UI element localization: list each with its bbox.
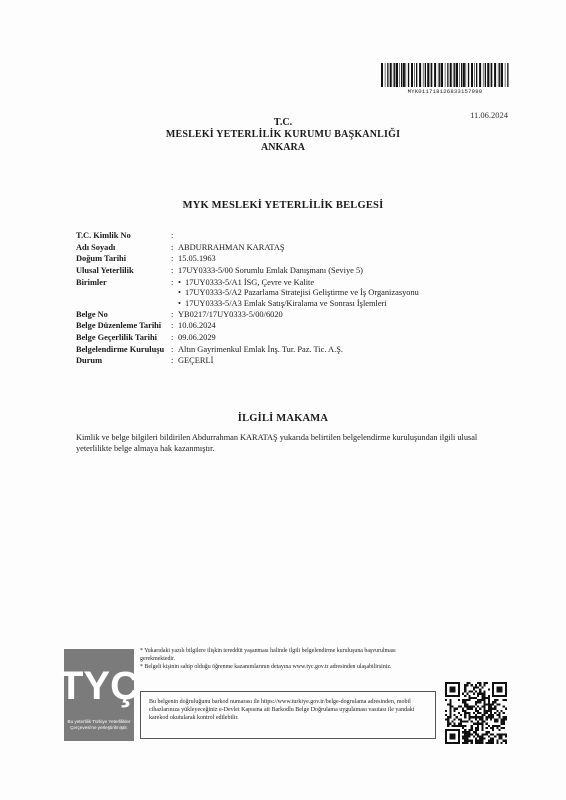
field-value: ABDURRAHMAN KARATAŞ bbox=[178, 242, 285, 252]
field-value: Altın Gayrimenkul Emlak İnş. Tur. Paz. Tic. A.Ş. bbox=[178, 344, 343, 354]
field-label: T.C. Kimlik No bbox=[76, 231, 131, 240]
field-value: YB0217/17UY0333-5/00/6020 bbox=[178, 309, 283, 319]
addressee-title: İLGİLİ MAKAMA bbox=[237, 413, 329, 424]
barcode bbox=[381, 63, 509, 87]
issue-date: 11.06.2024 bbox=[470, 110, 508, 120]
field-value: 10.06.2024 bbox=[178, 321, 216, 331]
field-row-docno: Belge No : YB0217/17UY0333-5/00/6020 bbox=[76, 310, 516, 322]
tyc-logo bbox=[59, 649, 139, 741]
footnote: * Yukarıdaki yazılı bilgilere ilişkin tereddüt yaşanması halinde ilgili belgelendirme kuruluşuna başvurulması gerekmektedir. bbox=[140, 648, 396, 662]
units-list bbox=[178, 278, 516, 310]
barcode-number: MYK011718126833157990 bbox=[407, 88, 483, 95]
header-city: ANKARA bbox=[261, 142, 305, 153]
field-label: Durum bbox=[76, 356, 103, 366]
field-row-status: Durum : GEÇERLİ bbox=[76, 356, 516, 368]
footnote: * Belgeli kişinin sahip olduğu öğrenme kazanımlarının detayına www.tyc.gov.tr adresinden ulaşabilirsiniz. bbox=[140, 664, 392, 670]
field-row-valid: Belge Geçerlilik Tarihi : 09.06.2029 bbox=[76, 333, 516, 345]
field-value: 09.06.2029 bbox=[178, 332, 216, 342]
field-value: 17UY0333-5/00 Sorumlu Emlak Danışmanı (Seviye 5) bbox=[178, 266, 363, 276]
field-row-certification-body: Belgelendirme Kuruluşu : Altın Gayrimenkul Emlak İnş. Tur. Paz. Tic. A.Ş. bbox=[76, 345, 516, 357]
field-label: Belge Düzenleme Tarihi bbox=[76, 321, 162, 331]
field-row-issued: Belge Düzenleme Tarihi : 10.06.2024 bbox=[76, 321, 516, 333]
field-label: Birimler bbox=[76, 277, 107, 287]
field-row-tc: T.C. Kimlik No : bbox=[76, 231, 174, 240]
tyc-logo-mark bbox=[59, 655, 139, 708]
unit-item: • 17UY0333-5/A2 Pazarlama Stratejisi Geliştirme ve İş Organizasyonu bbox=[178, 288, 516, 299]
field-value: 15.05.1963 bbox=[178, 254, 216, 264]
field-row-name: Adı Soyadı : ABDURRAHMAN KARATAŞ bbox=[76, 243, 516, 255]
header-country: T.C. bbox=[273, 117, 293, 128]
field-label: Belgelendirme Kuruluşu bbox=[76, 344, 165, 354]
field-label: Belge Geçerlilik Tarihi bbox=[76, 332, 157, 342]
tyc-logo-caption: Bu yeterlilik Türkiye Yeterlilikler Çerçevesi'ne yerleştirilmiştir. bbox=[67, 719, 131, 730]
field-label: Doğum Tarihi bbox=[76, 254, 127, 264]
addressee-paragraph: Kimlik ve belge bilgileri bildirilen Abdurrahman KARATAŞ yukarıda belirtilen belgelendirme kuruluşundan ilgili ulusal yeterlilikte belge almaya hak kazanmıştır. bbox=[76, 433, 478, 453]
footnotes bbox=[140, 647, 430, 671]
field-label: Adı Soyadı bbox=[76, 242, 116, 252]
field-label: Ulusal Yeterlilik bbox=[76, 266, 134, 276]
field-row-birth: Doğum Tarihi : 15.05.1963 bbox=[76, 254, 516, 266]
verification-box: Bu belgenin doğruluğunu barkod numarası ile https://www.turkiye.gov.tr/belge-dogrulama adresinden, mobil cihazlarınıza yükleyeceğiniz e-Devlet Kapısına ait Barkodlu Belge Doğrulama uygulaması vasıtası ile yandaki karekod okutularak kontrol edilebilir. bbox=[140, 691, 436, 739]
field-row-qualification: Ulusal Yeterlilik : 17UY0333-5/00 Sorumlu Emlak Danışmanı (Seviye 5) bbox=[76, 266, 516, 278]
qr-code bbox=[445, 682, 507, 744]
field-label: Belge No bbox=[76, 309, 108, 319]
certificate-fields bbox=[76, 231, 516, 368]
unit-item: • 17UY0333-5/A3 Emlak Satış/Kiralama ve Sonrası İşlemleri bbox=[178, 299, 516, 310]
unit-item: • 17UY0333-5/A1 İSG, Çevre ve Kalite bbox=[178, 278, 516, 289]
field-value: GEÇERLİ bbox=[178, 356, 214, 366]
tyc-logo-letters: TYÇ bbox=[59, 664, 139, 708]
field-row-units: Birimler : • 17UY0333-5/A1 İSG, Çevre ve Kalite • 17UY0333-5/A2 Pazarlama Stratejisi Geliştirme ve İş Organizasyonu • 17UY0333-5/A3 Emlak Satış/Kiralama ve Sonrası İşlemleri bbox=[76, 278, 516, 310]
header-institution: MESLEKİ YETERLİLİK KURUMU BAŞKANLIĞI bbox=[165, 129, 401, 140]
document-title: MYK MESLEKİ YETERLİLİK BELGESİ bbox=[182, 200, 384, 211]
